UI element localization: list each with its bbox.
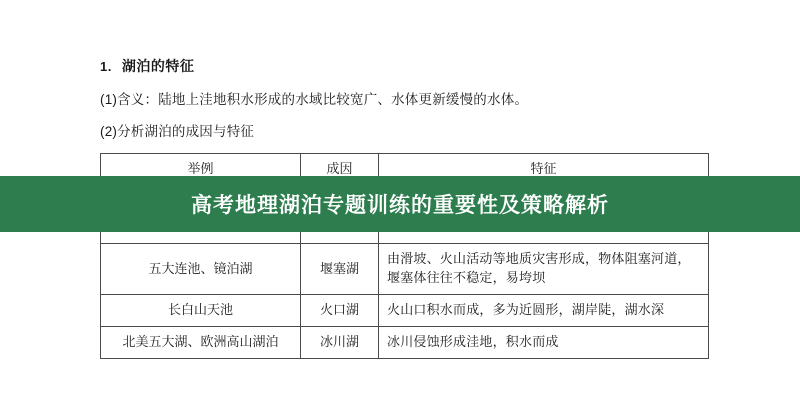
cell-cause: 冰川湖 <box>301 326 379 358</box>
subsection-paragraph: (2)分析湖泊的成因与特征 <box>100 124 255 140</box>
cell-feature: 火山口积水而成，多为近圆形，湖岸陡，湖水深 <box>379 295 709 327</box>
table-header-example: 举例 <box>101 153 301 185</box>
table-row <box>101 244 709 295</box>
overlay-banner <box>0 176 800 232</box>
section-title: 湖泊的特征 <box>121 58 195 74</box>
definition-paragraph: (1)含义：陆地上洼地积水形成的水域比较宽广、水体更新缓慢的水体。 <box>100 92 529 107</box>
table-header-cause: 成因 <box>301 153 379 185</box>
table-row <box>101 295 709 327</box>
cell-feature: 由滑坡、火山活动等地质灾害形成，物体阻塞河道，堰塞体往往不稳定，易垮坝 <box>379 244 709 295</box>
cell-example: 长白山天池 <box>101 295 301 327</box>
banner-title: 高考地理湖泊专题训练的重要性及策略解析 <box>191 194 609 217</box>
section-heading <box>100 56 708 76</box>
table-header-feature: 特征 <box>379 153 709 185</box>
cell-feature: 冰川侵蚀形成洼地，积水而成 <box>379 326 709 358</box>
cell-cause: 火口湖 <box>301 295 379 327</box>
cell-cause: 堰塞湖 <box>301 244 379 295</box>
table-row <box>101 326 709 358</box>
section-number: 1. <box>100 59 112 74</box>
cell-example: 五大连池、镜泊湖 <box>101 244 301 295</box>
cell-example: 北美五大湖、欧洲高山湖泊 <box>101 326 301 358</box>
